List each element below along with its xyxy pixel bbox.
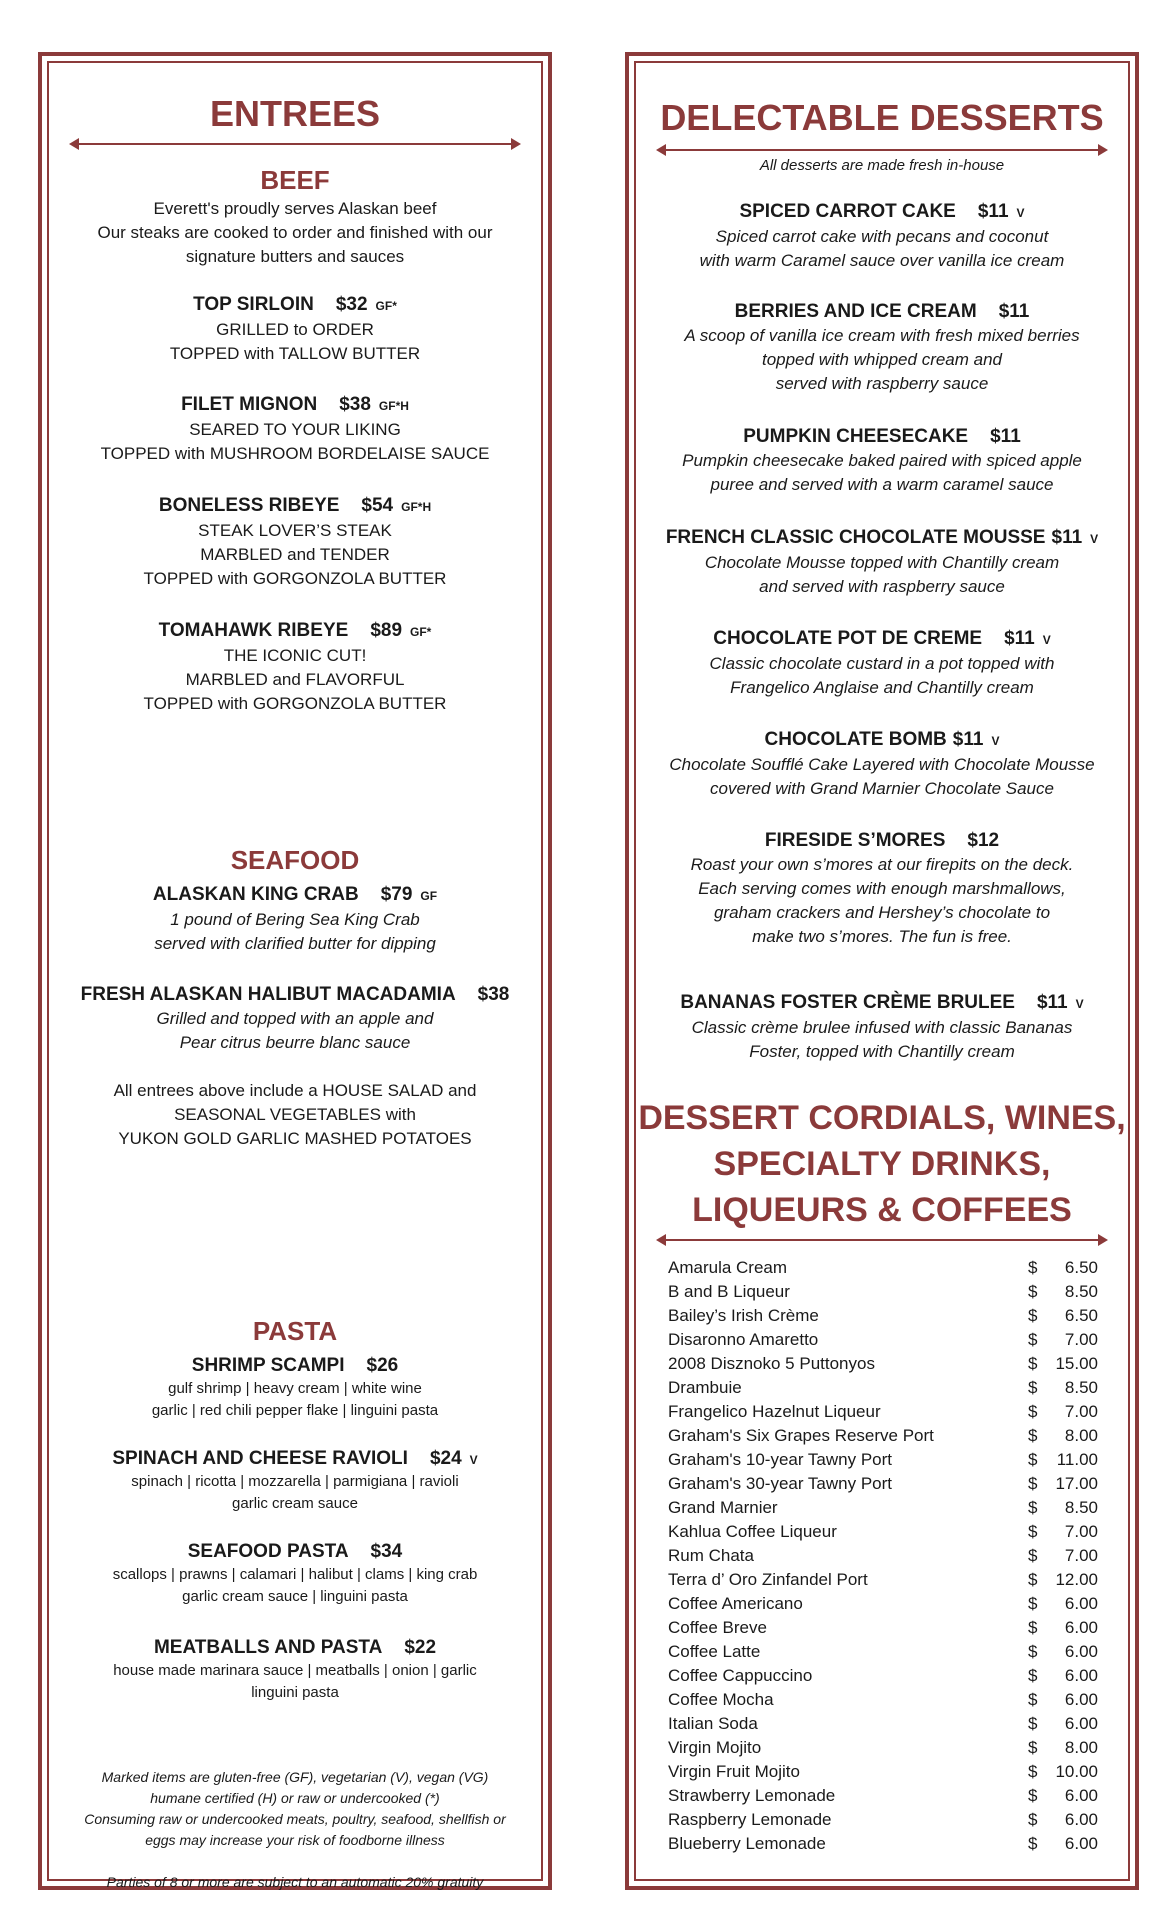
item-price: $54 [361, 495, 394, 516]
drink-name: Graham's 10-year Tawny Port [668, 1450, 893, 1469]
drink-row [668, 1568, 1098, 1592]
drink-price: 6.00 [1064, 1666, 1098, 1685]
item-line: TOPPED with GORGONZOLA BUTTER [143, 694, 447, 713]
item-line: spinach | ricotta | mozzarella | parmigiana | ravioli [131, 1473, 459, 1490]
drinks-title-line: DESSERT CORDIALS, WINES, [638, 1099, 1126, 1137]
item-line: Frangelico Anglaise and Chantilly cream [730, 678, 1034, 697]
drinks-title-line: LIQUEURS & COFFEES [692, 1191, 1072, 1229]
item-tag: GF [420, 889, 438, 903]
item-line: Foster, topped with Chantilly cream [749, 1042, 1015, 1061]
item-name: BONELESS RIBEYE [158, 495, 340, 516]
item-tag: V [469, 1453, 478, 1467]
item-name: TOMAHAWK RIBEYE [158, 620, 349, 641]
drink-row [668, 1832, 1098, 1856]
currency-symbol: $ [1028, 1282, 1038, 1301]
seafood-heading: SEAFOOD [230, 845, 360, 875]
drink-row [668, 1760, 1098, 1784]
drink-row [668, 1376, 1098, 1400]
item-line: garlic cream sauce | linguini pasta [182, 1588, 408, 1605]
drink-price: 6.00 [1064, 1810, 1098, 1829]
beef-intro [49, 197, 541, 269]
drink-price: 8.50 [1064, 1378, 1098, 1397]
item-line: Chocolate Mousse topped with Chantilly cream [704, 553, 1060, 572]
currency-symbol: $ [1028, 1306, 1038, 1325]
drink-row [668, 1280, 1098, 1304]
drinks-title [636, 1095, 1128, 1233]
currency-symbol: $ [1028, 1546, 1038, 1565]
item-tag: GF* [410, 625, 432, 639]
dessert-pumpkin-cheesecake [636, 425, 1128, 497]
drink-name: Disaronno Amaretto [668, 1330, 819, 1349]
drink-price: 7.00 [1064, 1522, 1098, 1541]
currency-symbol: $ [1028, 1690, 1038, 1709]
item-line: house made marinara sauce | meatballs | onion | garlic [113, 1662, 477, 1679]
drink-row [668, 1400, 1098, 1424]
desserts-panel [625, 52, 1139, 1890]
drink-name: Terra d’ Oro Zinfandel Port [668, 1570, 868, 1589]
item-name: FILET MIGNON [181, 394, 318, 415]
item-line: served with clarified butter for dipping [154, 934, 436, 953]
item-price: $11 [1051, 527, 1083, 548]
drink-name: Frangelico Hazelnut Liqueur [668, 1402, 881, 1421]
drink-row [668, 1592, 1098, 1616]
currency-symbol: $ [1028, 1738, 1038, 1757]
currency-symbol: $ [1028, 1378, 1038, 1397]
drink-name: Graham's Six Grapes Reserve Port [668, 1426, 934, 1445]
item-price: $11 [1004, 628, 1035, 649]
item-price: $24 [429, 1448, 462, 1469]
drink-price: 7.00 [1064, 1546, 1098, 1565]
drink-price: 15.00 [1055, 1354, 1098, 1373]
item-line: graham crackers and Hershey’s chocolate to [713, 903, 1051, 922]
drink-row [668, 1496, 1098, 1520]
item-tag: V [1016, 206, 1025, 220]
item-price: $89 [370, 620, 403, 641]
item-price: $11 [998, 301, 1030, 322]
drink-row [668, 1328, 1098, 1352]
item-name: BANANAS FOSTER CRÈME BRULEE [680, 992, 1015, 1013]
drink-price: 8.50 [1064, 1282, 1098, 1301]
drink-price: 8.00 [1064, 1426, 1098, 1445]
drink-row [668, 1640, 1098, 1664]
item-tag: V [1075, 997, 1084, 1011]
menu-item-tomahawk-ribeye [49, 619, 541, 716]
drink-name: Kahlua Coffee Liqueur [668, 1522, 837, 1541]
drink-price: 6.00 [1064, 1714, 1098, 1733]
dietary-footnote [49, 1767, 541, 1893]
dessert-chocolate-mousse [636, 526, 1128, 599]
drink-price: 6.50 [1064, 1258, 1098, 1277]
item-price: $11 [990, 426, 1021, 447]
item-tag: GF* [375, 299, 397, 313]
drink-name: Strawberry Lemonade [668, 1786, 836, 1805]
item-line: puree and served with a warm caramel sauce [710, 475, 1054, 494]
drink-name: Virgin Fruit Mojito [668, 1762, 800, 1781]
pasta-heading: PASTA [252, 1316, 338, 1346]
drink-name: Coffee Mocha [668, 1690, 774, 1709]
footnote-line: Consuming raw or undercooked meats, poultry, seafood, shellfish or [84, 1811, 506, 1827]
drinks-price-list [668, 1256, 1098, 1856]
drink-name: 2008 Disznoko 5 Puttonyos [668, 1354, 875, 1373]
currency-symbol: $ [1028, 1354, 1038, 1373]
desserts-title: DELECTABLE DESSERTS [660, 97, 1104, 138]
item-line: STEAK LOVER’S STEAK [198, 521, 392, 540]
item-price: $11 [952, 729, 984, 750]
item-line: make two s’mores. The fun is free. [752, 927, 1012, 946]
item-line: TOPPED with TALLOW BUTTER [169, 344, 421, 363]
item-line: Chocolate Soufflé Cake Layered with Chocolate Mousse [669, 755, 1095, 774]
menu-item-top-sirloin [49, 293, 541, 366]
entrees-panel-inner-border [47, 61, 543, 1890]
note-line: SEASONAL VEGETABLES with [174, 1105, 416, 1124]
currency-symbol: $ [1028, 1762, 1038, 1781]
item-line: covered with Grand Marnier Chocolate Sauce [710, 779, 1054, 798]
item-line: Classic crème brulee infused with classic Bananas [691, 1018, 1073, 1037]
item-line: served with raspberry sauce [775, 374, 989, 393]
drink-row [668, 1448, 1098, 1472]
drink-price: 8.00 [1064, 1738, 1098, 1757]
drink-name: Blueberry Lemonade [668, 1834, 826, 1853]
drink-price: 10.00 [1055, 1762, 1098, 1781]
item-name: SPINACH AND CHEESE RAVIOLI [112, 1448, 408, 1469]
item-line: with warm Caramel sauce over vanilla ice cream [699, 251, 1065, 270]
drink-price: 6.00 [1064, 1786, 1098, 1805]
item-price: $26 [366, 1355, 399, 1376]
dessert-bananas-foster [636, 991, 1128, 1064]
currency-symbol: $ [1028, 1498, 1038, 1517]
currency-symbol: $ [1028, 1570, 1038, 1589]
item-price: $11 [1036, 992, 1068, 1013]
entrees-divider-arrow [69, 137, 521, 151]
item-tag: GF*H [378, 399, 409, 413]
item-price: $32 [335, 294, 368, 315]
drink-row [668, 1352, 1098, 1376]
entrees-panel [38, 52, 552, 1890]
item-line: MARBLED and TENDER [200, 545, 390, 564]
item-line: 1 pound of Bering Sea King Crab [170, 910, 420, 929]
item-name: SEAFOOD PASTA [187, 1541, 349, 1562]
drink-row [668, 1520, 1098, 1544]
item-name: ALASKAN KING CRAB [152, 884, 359, 905]
drink-row [668, 1688, 1098, 1712]
drink-price: 17.00 [1055, 1474, 1098, 1493]
item-line: TOPPED with GORGONZOLA BUTTER [143, 569, 447, 588]
item-price: $34 [370, 1541, 403, 1562]
drink-price: 6.00 [1064, 1690, 1098, 1709]
currency-symbol: $ [1028, 1618, 1038, 1637]
drink-name: Coffee Breve [668, 1618, 767, 1637]
item-line: Roast your own s’mores at our firepits on the deck. [690, 855, 1074, 874]
item-tag: V [991, 734, 1000, 748]
drink-row [668, 1712, 1098, 1736]
currency-symbol: $ [1028, 1594, 1038, 1613]
dessert-pot-de-creme [636, 627, 1128, 700]
currency-symbol: $ [1028, 1834, 1038, 1853]
currency-symbol: $ [1028, 1426, 1038, 1445]
item-line: Grilled and topped with an apple and [156, 1009, 434, 1028]
item-name: TOP SIRLOIN [193, 294, 314, 315]
drinks-title-line: SPECIALTY DRINKS, [713, 1145, 1051, 1183]
drink-row [668, 1544, 1098, 1568]
item-line: topped with whipped cream and [761, 350, 1003, 369]
menu-item-spinach-cheese-ravioli [49, 1448, 541, 1515]
item-line: gulf shrimp | heavy cream | white wine [168, 1380, 422, 1397]
drink-price: 6.00 [1064, 1834, 1098, 1853]
item-tag: GF*H [401, 500, 432, 514]
drink-row [668, 1616, 1098, 1640]
beef-intro-line: Our steaks are cooked to order and finished with our [97, 223, 493, 242]
drink-name: Drambuie [668, 1378, 742, 1397]
drink-row [668, 1304, 1098, 1328]
menu-item-boneless-ribeye [49, 494, 541, 591]
drink-price: 8.50 [1064, 1498, 1098, 1517]
item-name: SHRIMP SCAMPI [191, 1355, 345, 1376]
drink-price: 7.00 [1064, 1402, 1098, 1421]
item-line: Each serving comes with enough marshmallows, [698, 879, 1066, 898]
dessert-fireside-smores [636, 829, 1128, 949]
menu-item-alaskan-king-crab [49, 883, 541, 956]
drink-name: Coffee Latte [668, 1642, 761, 1661]
item-price: $38 [339, 394, 371, 415]
drink-name: Italian Soda [668, 1714, 758, 1733]
item-name: MEATBALLS AND PASTA [153, 1637, 383, 1658]
drink-name: Grand Marnier [668, 1498, 778, 1517]
currency-symbol: $ [1028, 1402, 1038, 1421]
item-name: FRESH ALASKAN HALIBUT MACADAMIA [80, 984, 456, 1005]
item-line: THE ICONIC CUT! [223, 646, 367, 665]
entrees-title: ENTREES [209, 93, 381, 134]
item-name: SPICED CARROT CAKE [739, 201, 956, 222]
drink-price: 7.00 [1064, 1330, 1098, 1349]
drink-price: 6.00 [1064, 1618, 1098, 1637]
item-name: PUMPKIN CHEESECAKE [743, 426, 969, 447]
entrees-includes-note [49, 1079, 541, 1151]
drink-name: Coffee Americano [668, 1594, 803, 1613]
item-name: CHOCOLATE POT DE CREME [713, 628, 983, 649]
item-line: SEARED TO YOUR LIKING [189, 420, 401, 439]
drink-name: Rum Chata [668, 1546, 754, 1565]
currency-symbol: $ [1028, 1666, 1038, 1685]
currency-symbol: $ [1028, 1522, 1038, 1541]
item-line: linguini pasta [251, 1684, 339, 1701]
drink-name: Amarula Cream [668, 1258, 788, 1277]
menu-item-halibut-macadamia [49, 983, 541, 1055]
dessert-spiced-carrot-cake [636, 200, 1128, 273]
item-line: Pumpkin cheesecake baked paired with spiced apple [682, 451, 1082, 470]
item-name: CHOCOLATE BOMB [764, 729, 947, 750]
item-line: GRILLED to ORDER [216, 320, 374, 339]
item-tag: V [1042, 633, 1051, 647]
drink-row [668, 1472, 1098, 1496]
drink-row [668, 1256, 1098, 1280]
item-line: garlic | red chili pepper flake | linguini pasta [151, 1402, 439, 1419]
drink-price: 11.00 [1056, 1450, 1098, 1469]
beef-intro-line: Everett's proudly serves Alaskan beef [153, 199, 437, 218]
item-name: FRENCH CLASSIC CHOCOLATE MOUSSE [665, 527, 1046, 548]
item-line: Pear citrus beurre blanc sauce [179, 1033, 411, 1052]
dessert-berries-ice-cream [636, 300, 1128, 396]
item-line: Classic chocolate custard in a pot topped with [709, 654, 1055, 673]
drinks-divider-arrow [656, 1233, 1108, 1247]
drink-price: 6.00 [1064, 1594, 1098, 1613]
currency-symbol: $ [1028, 1810, 1038, 1829]
currency-symbol: $ [1028, 1786, 1038, 1805]
desserts-subtitle: All desserts are made fresh in-house [759, 157, 1005, 174]
drink-price: 6.50 [1064, 1306, 1098, 1325]
drink-name: Coffee Cappuccino [668, 1666, 813, 1685]
currency-symbol: $ [1028, 1450, 1038, 1469]
beef-intro-line: signature butters and sauces [185, 247, 405, 266]
currency-symbol: $ [1028, 1714, 1038, 1733]
menu-item-filet-mignon [49, 393, 541, 466]
item-line: Spiced carrot cake with pecans and coconut [715, 227, 1049, 246]
item-line: and served with raspberry sauce [759, 577, 1005, 596]
currency-symbol: $ [1028, 1642, 1038, 1661]
note-line: All entrees above include a HOUSE SALAD and [113, 1081, 477, 1100]
footnote-line: Marked items are gluten-free (GF), vegetarian (V), vegan (VG) [101, 1769, 489, 1785]
drink-name: Virgin Mojito [668, 1738, 762, 1757]
gratuity-note: Parties of 8 or more are subject to an automatic 20% gratuity [106, 1874, 484, 1890]
drink-price: 12.00 [1055, 1570, 1098, 1589]
item-line: scallops | prawns | calamari | halibut | clams | king crab [112, 1566, 478, 1583]
menu-item-shrimp-scampi [49, 1355, 541, 1422]
drink-row [668, 1808, 1098, 1832]
drink-name: Raspberry Lemonade [668, 1810, 832, 1829]
drink-name: Graham's 30-year Tawny Port [668, 1474, 893, 1493]
item-price: $11 [977, 201, 1009, 222]
footnote-spacer [49, 1851, 541, 1872]
drink-name: B and B Liqueur [668, 1282, 790, 1301]
item-price: $79 [380, 884, 413, 905]
drink-row [668, 1664, 1098, 1688]
currency-symbol: $ [1028, 1330, 1038, 1349]
drink-row [668, 1424, 1098, 1448]
desserts-panel-inner-border [634, 61, 1130, 1881]
drink-price: 6.00 [1064, 1642, 1098, 1661]
item-tag: V [1090, 532, 1099, 546]
item-line: MARBLED and FLAVORFUL [185, 670, 405, 689]
item-name: FIRESIDE S’MORES [764, 830, 946, 851]
drink-name: Bailey’s Irish Crème [668, 1306, 819, 1325]
drink-row [668, 1784, 1098, 1808]
item-price: $12 [967, 830, 1000, 851]
item-line: TOPPED with MUSHROOM BORDELAISE SAUCE [100, 444, 490, 463]
footnote-line: eggs may increase your risk of foodborne illness [145, 1832, 445, 1848]
note-line: YUKON GOLD GARLIC MASHED POTATOES [118, 1129, 472, 1148]
footnote-line: humane certified (H) or raw or undercooked (*) [150, 1790, 440, 1806]
currency-symbol: $ [1028, 1258, 1038, 1277]
item-price: $38 [477, 984, 510, 1005]
item-line: garlic cream sauce [232, 1495, 358, 1512]
menu-item-seafood-pasta [49, 1541, 541, 1608]
drink-row [668, 1736, 1098, 1760]
menu-item-meatballs-pasta [49, 1637, 541, 1704]
item-name: BERRIES AND ICE CREAM [734, 301, 977, 322]
dessert-chocolate-bomb [636, 728, 1128, 801]
item-price: $22 [404, 1637, 437, 1658]
beef-heading: BEEF [260, 165, 330, 195]
currency-symbol: $ [1028, 1474, 1038, 1493]
item-line: A scoop of vanilla ice cream with fresh mixed berries [684, 326, 1080, 345]
